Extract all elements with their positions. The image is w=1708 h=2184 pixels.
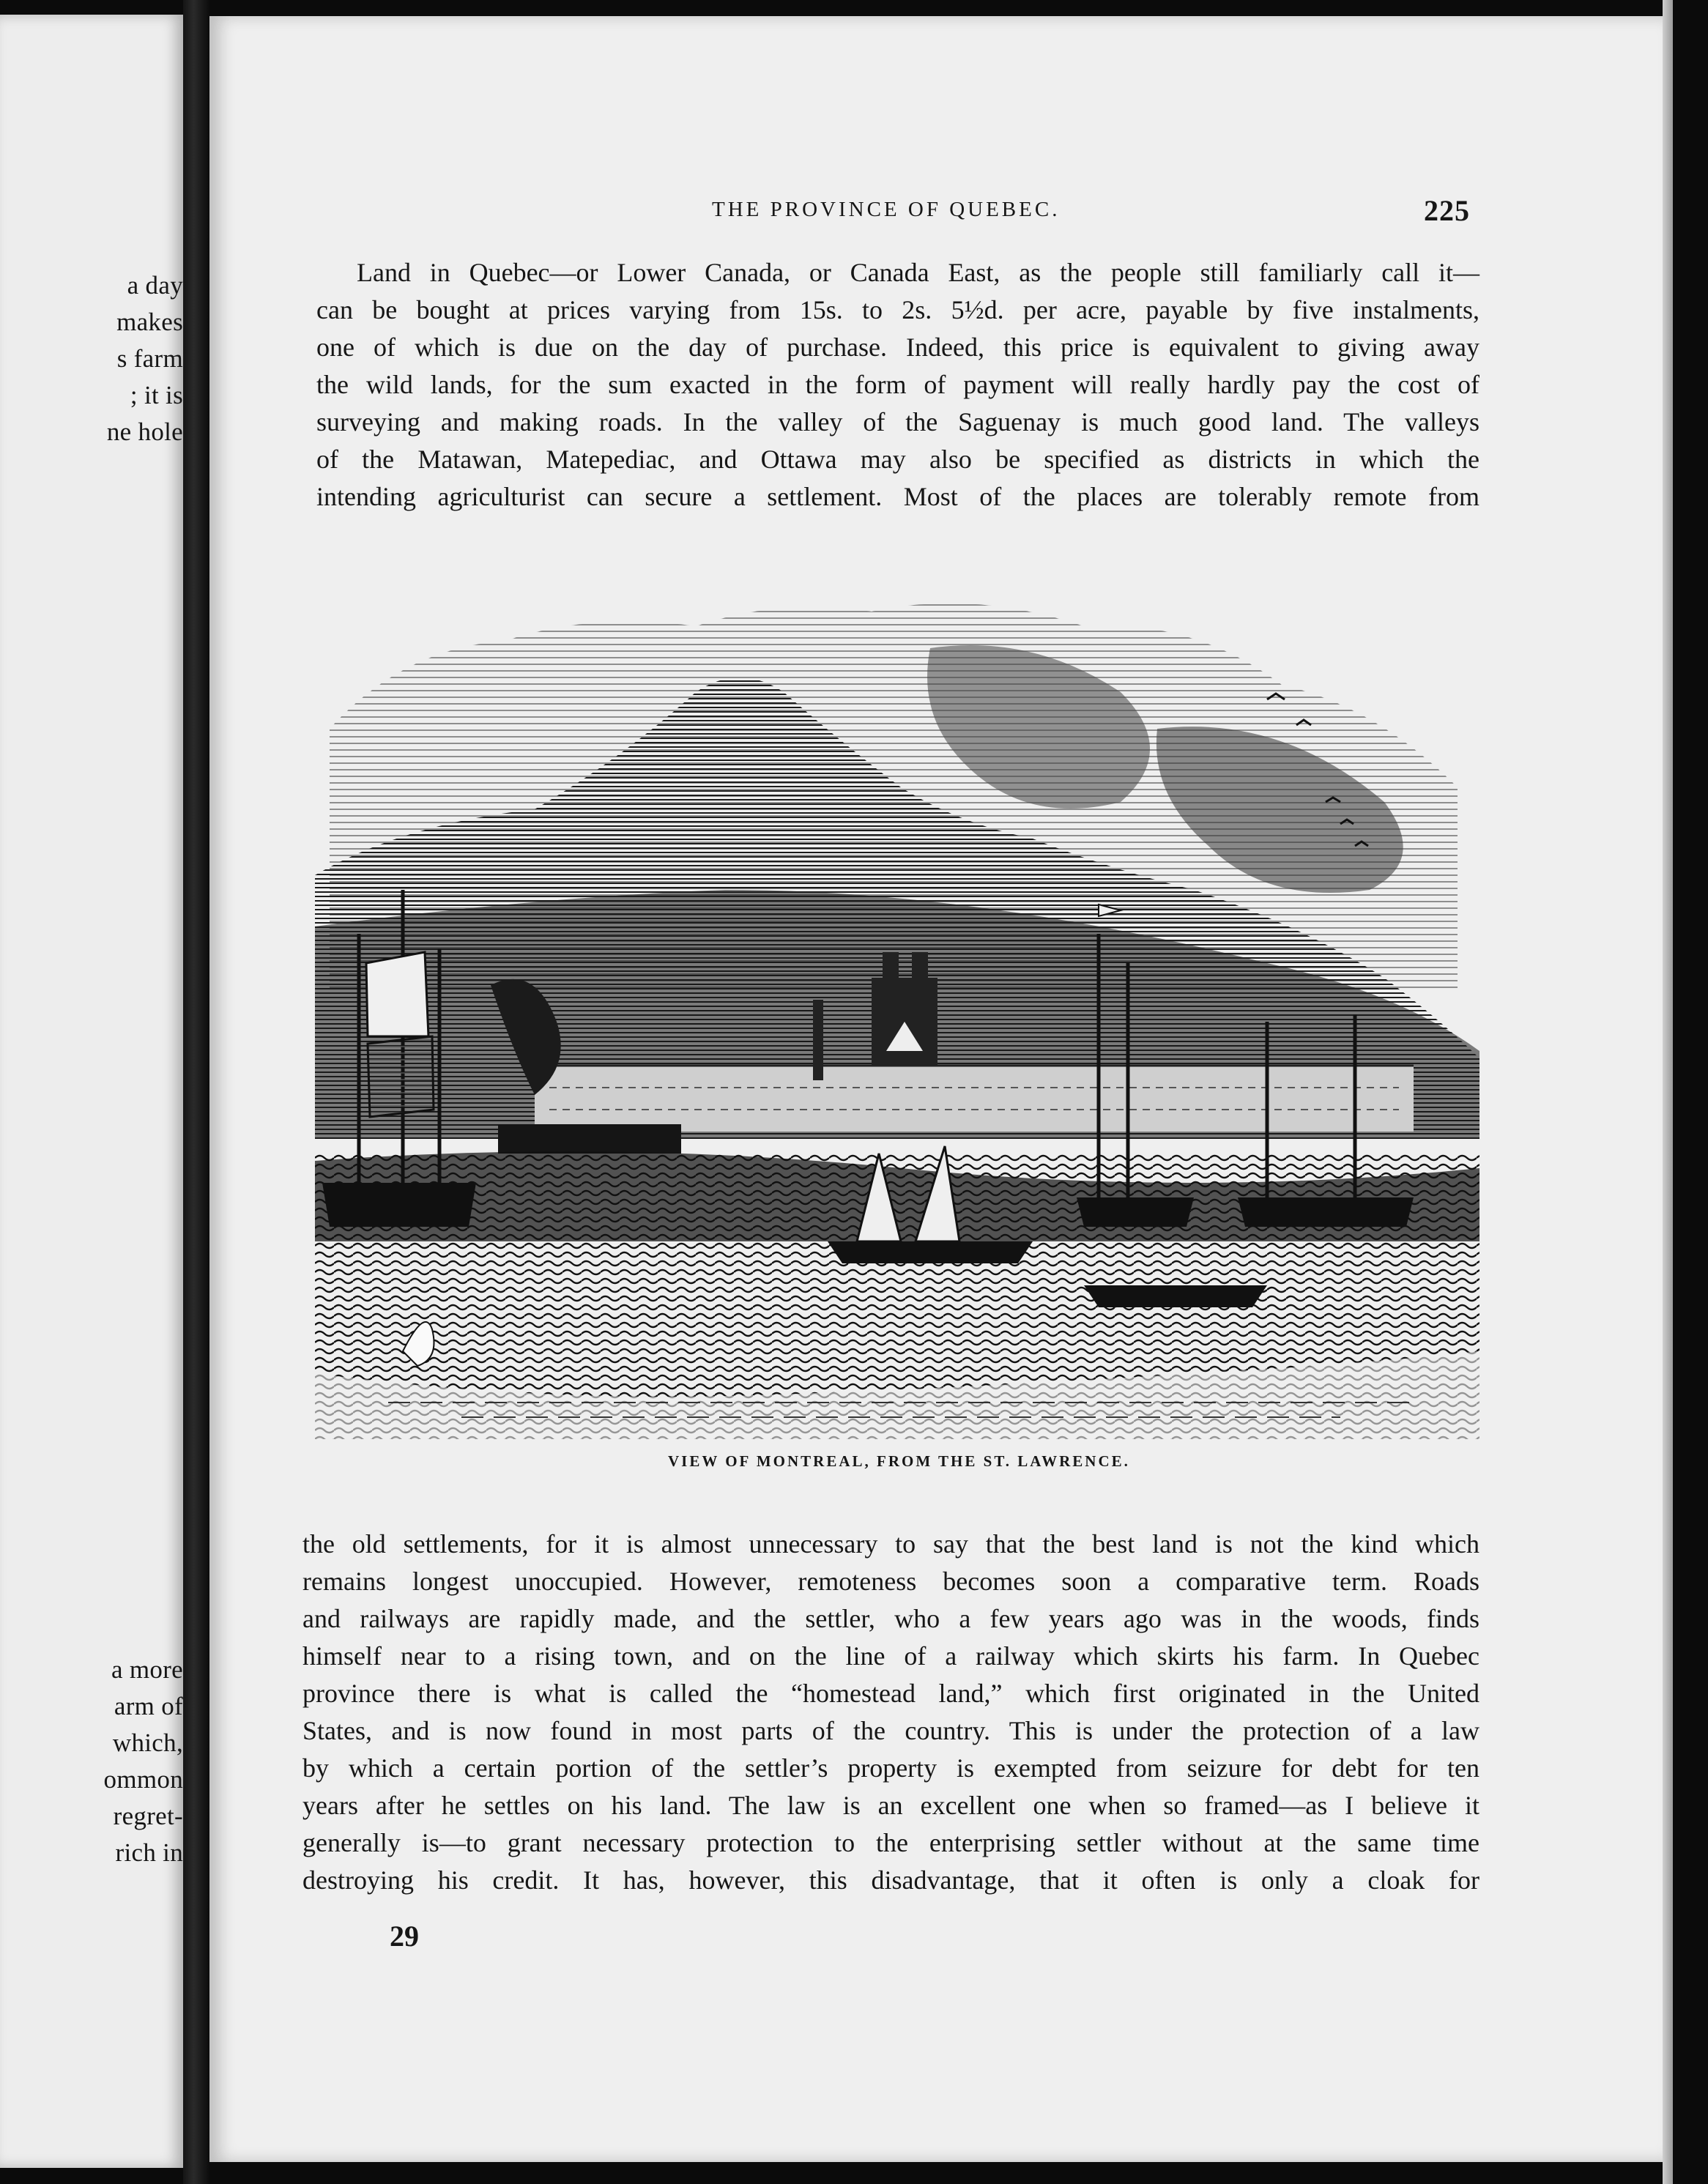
montreal-engraving xyxy=(315,582,1479,1439)
left-page-text-top xyxy=(37,267,183,450)
left-fragment: makes xyxy=(116,308,183,336)
text-line: and railways are rapidly made, and the settler, who a few years ago was in the woods, finds xyxy=(302,1604,1479,1633)
left-fragment: which, xyxy=(112,1728,183,1757)
text-line: remains longest unoccupied. However, remoteness becomes soon a comparative term. Roads xyxy=(302,1567,1479,1596)
left-fragment: regret- xyxy=(113,1802,183,1830)
running-head: THE PROVINCE OF QUEBEC. xyxy=(712,198,1061,221)
left-fragment: arm of xyxy=(114,1692,183,1720)
paragraph-2 xyxy=(302,1526,1479,1899)
left-fragment: a more xyxy=(111,1655,183,1684)
page-number: 225 xyxy=(1424,194,1470,227)
left-fragment: ommon xyxy=(103,1765,183,1794)
text-line: generally is—to grant necessary protection to the enterprising settler without at the same time xyxy=(302,1828,1479,1857)
text-line: the old settlements, for it is almost unnecessary to say that the best land is not the kind which xyxy=(302,1529,1479,1559)
paragraph-1 xyxy=(316,254,1479,516)
text-line: States, and is now found in most parts of the country. This is under the protection of a law xyxy=(302,1716,1479,1745)
left-page-text-bottom xyxy=(37,1652,183,1871)
text-line: can be bought at prices varying from 15s. to 2s. 5½d. per acre, payable by five instalments, xyxy=(316,295,1479,324)
text-line: one of which is due on the day of purchase. Indeed, this price is equivalent to giving away xyxy=(316,333,1479,362)
text-line: surveying and making roads. In the valley of the Saguenay is much good land. The valleys xyxy=(316,407,1479,437)
illustration-caption: VIEW OF MONTREAL, FROM THE ST. LAWRENCE. xyxy=(668,1452,1130,1470)
text-line: by which a certain portion of the settler’s property is exempted from seizure for debt for ten xyxy=(302,1753,1479,1783)
text-line: destroying his credit. It has, however, this disadvantage, that it often is only a cloak for xyxy=(302,1865,1479,1895)
left-page xyxy=(0,15,183,2168)
left-fragment: a day xyxy=(127,271,183,300)
left-fragment: ne hole xyxy=(106,417,183,446)
text-line: intending agriculturist can secure a settlement. Most of the places are tolerably remote from xyxy=(316,482,1479,511)
text-line: province there is what is called the “homestead land,” which first originated in the United xyxy=(302,1679,1479,1708)
left-fragment: rich in xyxy=(115,1838,183,1867)
text-line: himself near to a rising town, and on the line of a railway which skirts his farm. In Quebec xyxy=(302,1641,1479,1671)
text-line: Land in Quebec—or Lower Canada, or Canada East, as the people still familiarly call it— xyxy=(357,258,1479,287)
text-line: of the Matawan, Matepediac, and Ottawa may also be specified as districts in which the xyxy=(316,445,1479,474)
left-fragment: ; it is xyxy=(130,381,183,409)
text-line: the wild lands, for the sum exacted in the form of payment will really hardly pay the cost of xyxy=(316,370,1479,399)
book-gutter xyxy=(183,0,209,2184)
text-line: years after he settles on his land. The law is an excellent one when so framed—as I believe it xyxy=(302,1791,1479,1820)
left-fragment: s farm xyxy=(116,344,183,373)
signature-mark: 29 xyxy=(390,1920,419,1953)
page-edge xyxy=(1663,0,1673,2184)
